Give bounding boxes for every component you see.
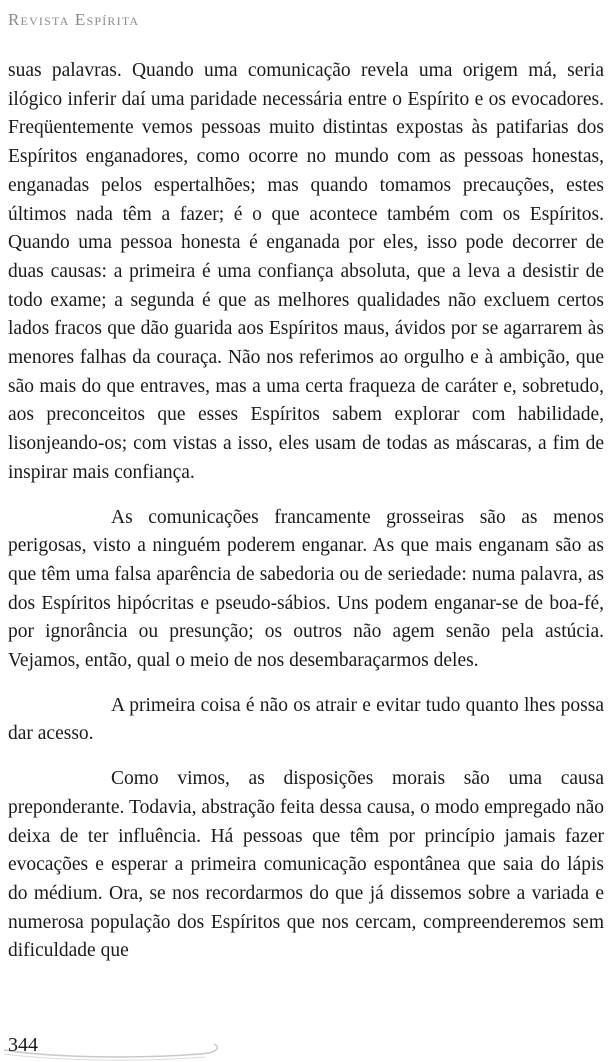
paragraph-4: Como vimos, as disposições morais são uma causa preponderante. Todavia, abstração feita dessa causa, o modo empregado não deixa de ter influência. Há pessoas que têm por princípio jamais fazer evocações e esperar a primeira comunicação espontânea que saia do lápis do médium. Ora, se nos recordarmos do que já dissemos sobre a variada e numerosa população dos Espíritos que nos cercam, compreenderemos sem dificuldade que xyxy=(8,768,604,962)
running-head: Revista Espírita xyxy=(8,10,140,29)
page-body xyxy=(8,57,604,982)
page-number: 344 xyxy=(8,1034,38,1056)
paragraph-1: suas palavras. Quando uma comunicação revela uma origem má, seria ilógico inferir daí uma paridade necessária entre o Espírito e os evocadores. Freqüentemente vemos pessoas muito distintas expostas às patifarias dos Espíritos enganadores, como ocorre no mundo com as pessoas honestas, enganadas pelos espertalhões; mas quando tomamos precauções, estes últimos nada têm a fazer; é o que acontece também com os Espíritos. Quando uma pessoa honesta é enganada por eles, isso pode decorrer de duas causas: a primeira é uma confiança absoluta, que a leva a desistir de todo exame; a segunda é que as melhores qualidades não excluem certos lados fracos que dão guarida aos Espíritos maus, ávidos por se agarrarem às menores falhas da couraça. Não nos referimos ao orgulho e à ambição, que são mais do que entraves, mas a uma certa fraqueza de caráter e, sobretudo, aos preconceitos que esses Espíritos sabem explorar com habilidade, lisonjeando-os; com vistas a isso, eles usam de todas as máscaras, a fim de inspirar mais confiança. xyxy=(8,60,604,483)
paragraph-2: As comunicações francamente grosseiras são as menos perigosas, visto a ninguém poderem enganar. As que mais enganam são as que têm uma falsa aparência de sabedoria ou de seriedade: numa palavra, as dos Espíritos hipócritas e pseudo-sábios. Uns podem enganar-se de boa-fé, por ignorância ou presunção; os outros não agem senão pela astúcia. Vejamos, então, qual o meio de nos desembaraçarmos deles. xyxy=(8,506,604,672)
paragraph-3: A primeira coisa é não os atrair e evitar tudo quanto lhes possa dar acesso. xyxy=(8,694,604,745)
